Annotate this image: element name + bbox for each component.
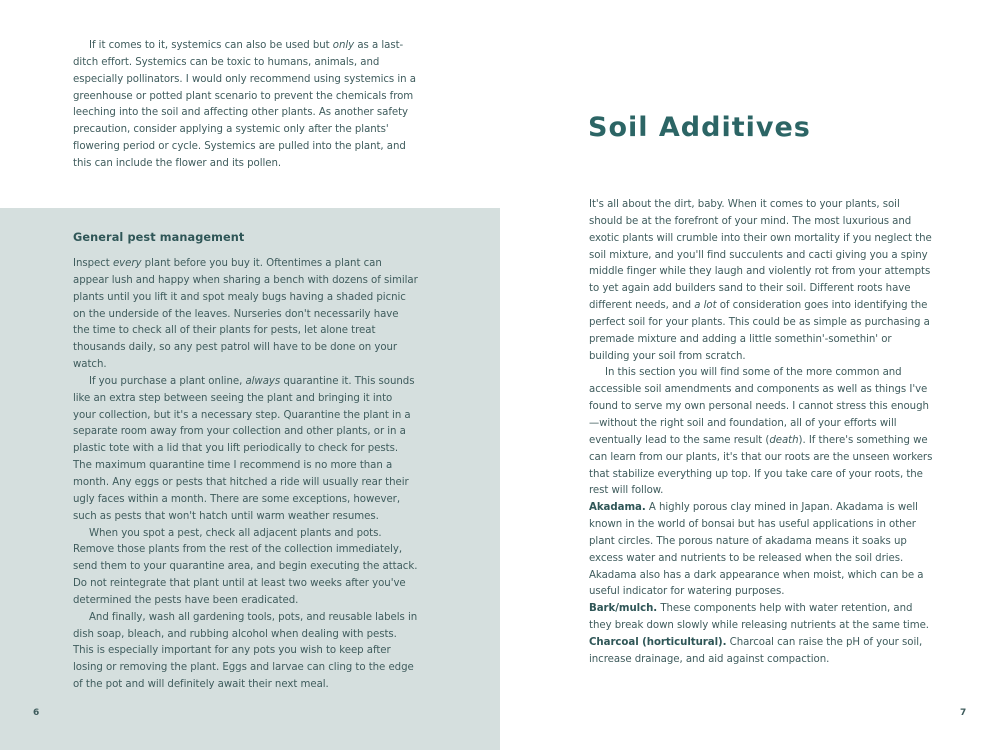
chapter-body <box>589 197 934 669</box>
chapter-title: Soil Additives <box>588 112 811 143</box>
entry-bark-mulch: Bark/mulch. These components help with water retention, and they break down slowly while releasing nutrients at the same time. <box>589 603 929 632</box>
paragraph: When you spot a pest, check all adjacent plants and pots. Remove those plants from the rest of the collection immediately, send them to your quarantine area, and begin executing the attack. Do not reintegrate that plant until at least two weeks after you've determined the pests have been eradicated. <box>73 527 418 606</box>
right-page <box>500 0 1000 750</box>
paragraph: It's all about the dirt, baby. When it comes to your plants, soil should be at the forefront of your mind. The most luxurious and exotic plants will crumble into their own mortality if you neglect the soil mixture, and you'll find succulents and cacti giving you a spiny middle finger while they laugh and violently rot from your attempts to yet again add builders sand to their soil. Different roots have different needs, and a lot of consideration goes into identifying the perfect soil for your plants. This could be as simple as purchasing a premade mixture and adding a little somethin'-somethin' or building your soil from scratch. <box>589 199 932 362</box>
paragraph: If it comes to it, systemics can also be used but only as a last-ditch effort. Systemics can be toxic to humans, animals, and especially pollinators. I would only recommend using systemics in a greenhouse or potted plant scenario to prevent the chemicals from leeching into the soil and affecting other plants. As another safety precaution, consider applying a systemic only after the plants' flowering period or cycle. Systemics are pulled into the plant, and this can include the flower and its pollen. <box>73 40 416 169</box>
sidebar-title: General pest management <box>73 231 245 244</box>
entry-charcoal: Charcoal (horticultural). Charcoal can raise the pH of your soil, increase drainage, and aid against compaction. <box>589 636 923 665</box>
paragraph: In this section you will find some of the more common and accessible soil amendments and components as well as things I've found to serve my own personal needs. I cannot stress this enough—without the right soil and foundation, all of your efforts will eventually lead to the same result (death). If there's something we can learn from our plants, it's that our roots are the unseen workers that stabilize everything up top. If you take care of your roots, the rest will follow. <box>589 367 933 497</box>
intro-text <box>73 38 418 173</box>
paragraph: Inspect every plant before you buy it. Oftentimes a plant can appear lush and happy when sharing a bench with dozens of similar plants until you lift it and spot mealy bugs having a shaded picnic on the underside of the leaves. Nurseries don't necessarily have the time to check all of their plants for pests, let alone treat thousands daily, so any pest patrol will have to be done on your watch. <box>73 258 418 371</box>
entry-akadama: Akadama. A highly porous clay mined in Japan. Akadama is well known in the world of bonsai but has useful applications in other plant circles. The porous nature of akadama means it soaks up excess water and nutrients to be released when the soil dries. Akadama also has a dark appearance when moist, which can be a useful indicator for watering purposes. <box>589 502 924 598</box>
paragraph: And finally, wash all gardening tools, pots, and reusable labels in dish soap, bleach, and rubbing alcohol when dealing with pests. This is especially important for any pots you wish to keep after losing or removing the plant. Eggs and larvae can cling to the edge of the pot and will definitely await their next meal. <box>73 611 418 691</box>
sidebar-body <box>73 256 418 694</box>
paragraph: If you purchase a plant online, always quarantine it. This sounds like an extra step between seeing the plant and bringing it into your collection, but it's a necessary step. Quarantine the plant in a separate room away from your collection and other plants, or in a plastic tote with a lid that you lift periodically to check for pests. The maximum quarantine time I recommend is no more than a month. Any eggs or pests that hitched a ride will usually rear their ugly faces within a month. There are some exceptions, however, such as pests that won't hatch until warm weather resumes. <box>73 375 415 522</box>
page-number: 7 <box>960 708 967 718</box>
page-number: 6 <box>33 708 40 718</box>
